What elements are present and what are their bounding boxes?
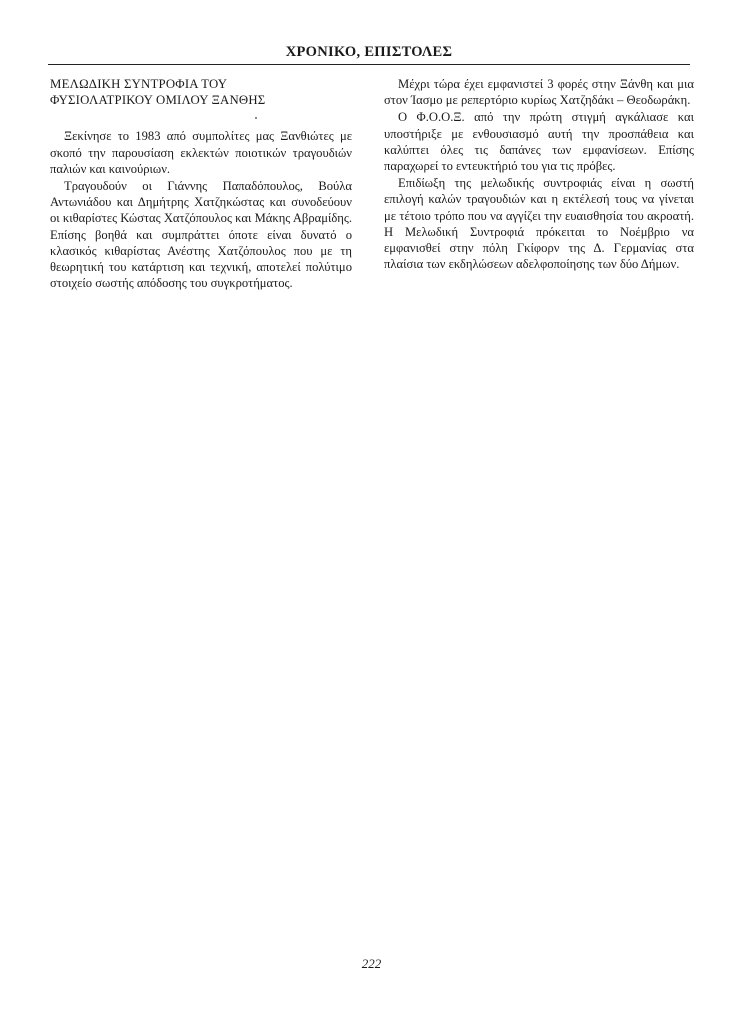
article-title — [50, 76, 352, 108]
right-column — [384, 76, 694, 273]
article-title-line: ΜΕΛΩΔΙΚΗ ΣΥΝΤΡΟΦΙΑ ΤΟΥ — [50, 77, 228, 91]
header-rule — [48, 64, 690, 65]
body-paragraph: Ο Φ.Ο.Ο.Ξ. από την πρώτη στιγμή αγκάλιασε και υποστήριξε με ενθουσιασμό αυτή την προσπάθεια και καλύπτει όλες τις δαπάνες των εμφανίσεων. Επίσης παραχωρεί το εντευκτήριό του για τις πρόβες. — [384, 110, 694, 174]
article-title-line: ΦΥΣΙΟΛΑΤΡΙΚΟΥ ΟΜΙΛΟΥ ΞΑΝΘΗΣ — [50, 93, 266, 108]
title-separator — [50, 108, 352, 128]
body-paragraph: Ξεκίνησε το 1983 από συμπολίτες μας Ξανθιώτες με σκοπό την παρουσίαση εκλεκτών ποιοτικών τραγουδιών παλιών και καινούριων. — [50, 129, 352, 176]
body-paragraph: Μέχρι τώρα έχει εμφανιστεί 3 φορές στην Ξάνθη και μια στον Ίασμο με ρεπερτόριο κυρίως Χατζηδάκι – Θεοδωράκη. — [384, 77, 694, 108]
left-column — [50, 76, 352, 292]
running-header: ΧΡΟΝΙΚΟ, ΕΠΙΣΤΟΛΕΣ — [285, 44, 453, 60]
body-paragraph: Επιδίωξη της μελωδικής συντροφιάς είναι η σωστή επιλογή καλών τραγουδιών και η εκτέλεσή τους να γίνεται με τέτοιο τρόπο που να αγγίζει την ευαισθησία του ακροατή. Η Μελωδική Συντροφιά πρόκειται το Νοέμβριο να εμφανισθεί στην πόλη Γκίφορν της Δ. Γερμανίας στα πλαίσια των εκδηλώσεων αδελφοποίησης των δύο Δήμων. — [384, 176, 694, 272]
page-number: 222 — [361, 956, 382, 971]
body-paragraph: Τραγουδούν οι Γιάννης Παπαδόπουλος, Βούλα Αντωνιάδου και Δημήτρης Χατζηκώστας και συνοδεύουν οι κιθαρίστες Κώστας Χατζόπουλος και Μάκης Αβραμίδης. Επίσης βοηθά και συμπράττει όποτε είναι δυνατό ο κλασικός κιθαρίστας Ανέστης Χατζόπουλος που με τη θεωρητική του κατάρτιση και τεχνική, αποτελεί πολύτιμο στοιχείο σωστής απόδοσης του συγκροτήματος. — [50, 179, 352, 291]
